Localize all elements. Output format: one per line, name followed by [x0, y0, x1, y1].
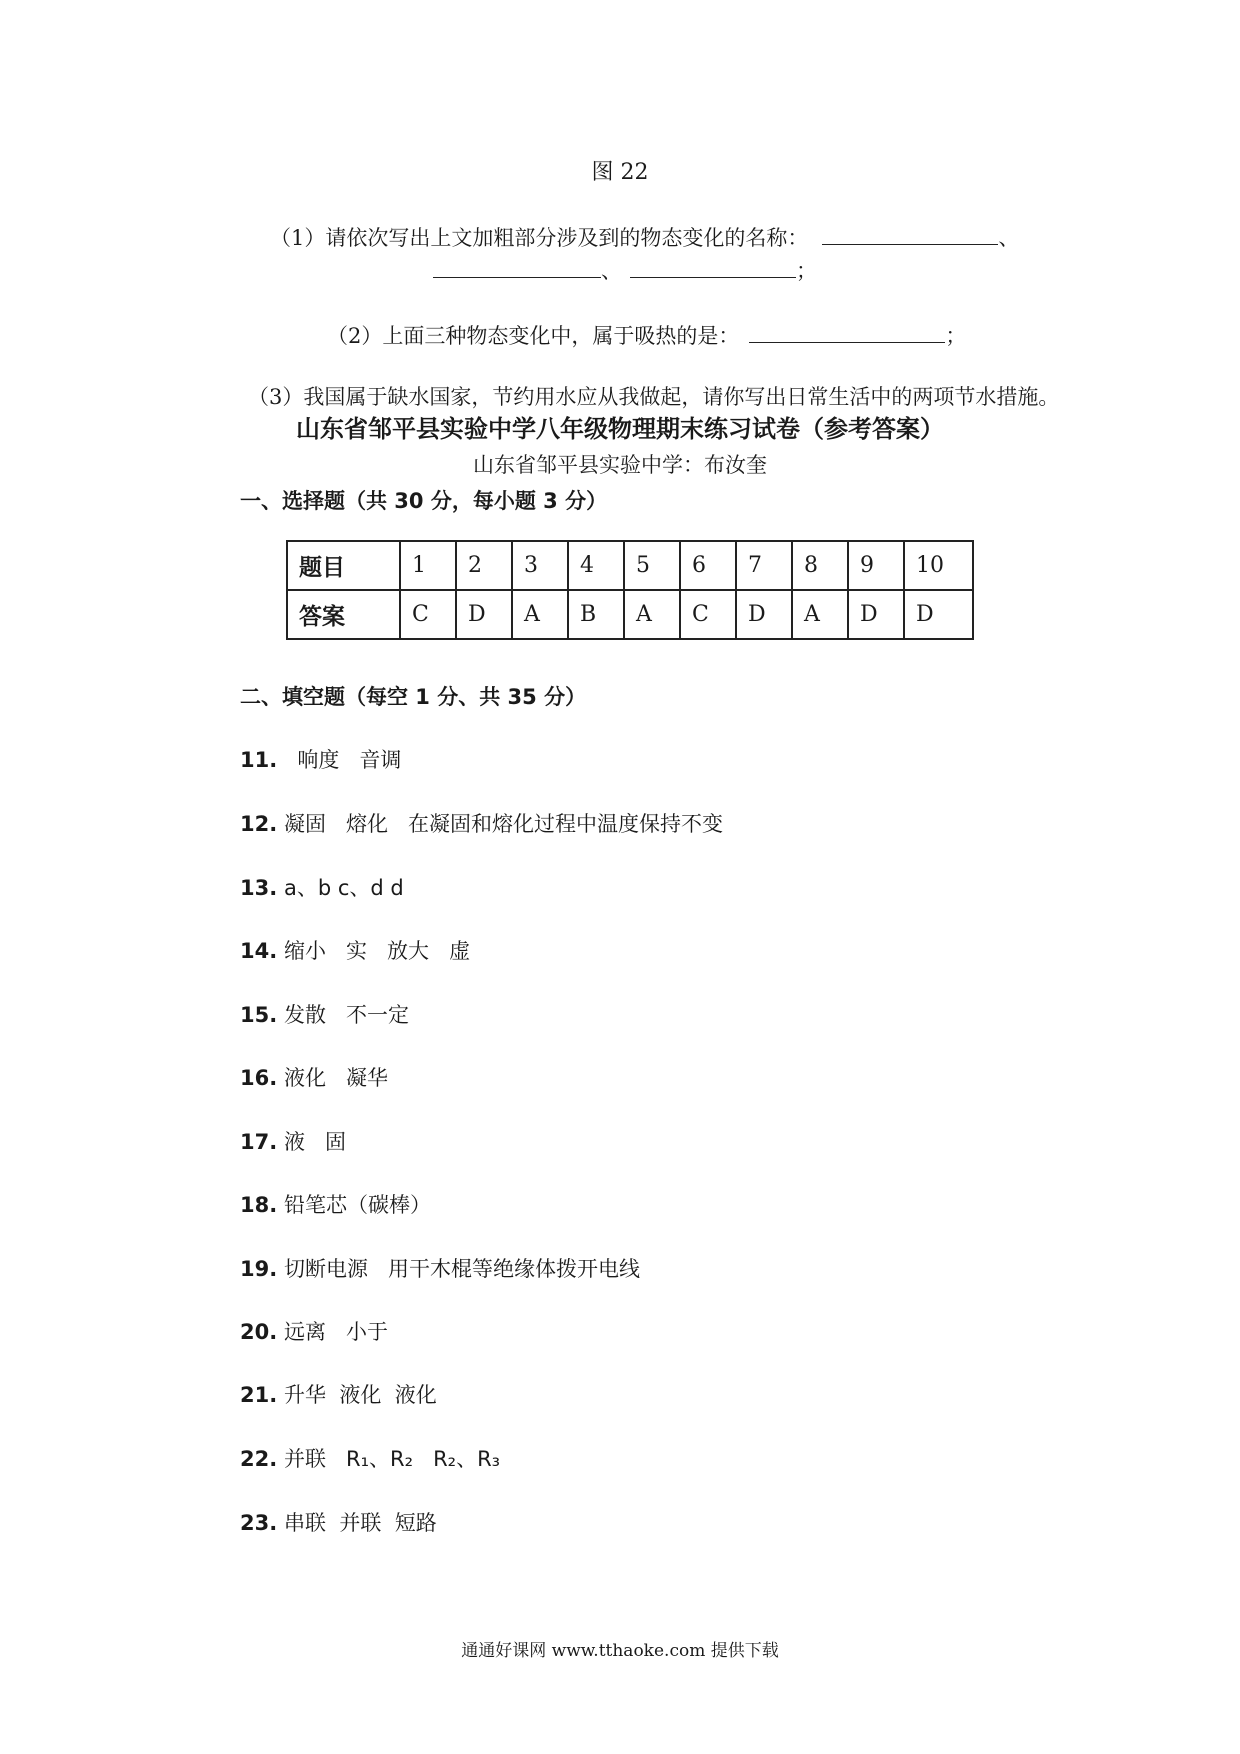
section-heading-fill: 二、填空题（每空 1 分、共 35 分）: [240, 685, 587, 709]
item-number: 17.: [240, 1130, 278, 1154]
table-cell: A: [792, 590, 848, 639]
answer-blank[interactable]: [433, 257, 601, 278]
table-header: 题目: [287, 541, 400, 590]
item-answer: 升华 液化 液化: [284, 1383, 437, 1407]
table-cell: B: [568, 590, 624, 639]
section-heading-choice: 一、选择题（共 30 分，每小题 3 分）: [240, 489, 608, 513]
list-item: [240, 808, 723, 838]
item-answer: 并联 R₁、R₂ R₂、R₃: [284, 1447, 501, 1471]
item-number: 22.: [240, 1447, 278, 1471]
list-item: [240, 872, 404, 902]
answer-blank[interactable]: [822, 224, 998, 245]
question-1: [270, 222, 1019, 252]
question-1-continued: [433, 255, 817, 285]
item-answer: 远离 小于: [284, 1320, 389, 1344]
item-number: 18.: [240, 1193, 278, 1217]
item-number: 19.: [240, 1257, 278, 1281]
list-item: [240, 1126, 346, 1156]
answer-blank[interactable]: [630, 257, 796, 278]
item-answer: 切断电源 用干木棍等绝缘体拨开电线: [284, 1257, 641, 1281]
table-cell: C: [400, 590, 456, 639]
answer-blank[interactable]: [749, 322, 945, 343]
list-item: [240, 1443, 500, 1473]
item-answer: a、b c、d d: [284, 876, 404, 900]
table-row: [287, 590, 973, 639]
item-answer: 缩小 实 放大 虚: [284, 939, 471, 963]
table-cell: D: [848, 590, 904, 639]
table-header: 答案: [287, 590, 400, 639]
list-item: [240, 1316, 388, 1346]
question-1-text: （1）请依次写出上文加粗部分涉及到的物态变化的名称：: [270, 226, 809, 250]
question-2-text: （2）上面三种物态变化中，属于吸热的是：: [327, 324, 740, 348]
item-number: 12.: [240, 812, 278, 836]
separator: 、: [601, 259, 622, 283]
question-3: （3）我国属于缺水国家，节约用水应从我做起，请你写出日常生活中的两项节水措施。: [248, 385, 1060, 409]
separator: 、: [998, 226, 1020, 250]
list-item: [240, 935, 470, 965]
table-cell: C: [680, 590, 736, 639]
item-number: 21.: [240, 1383, 278, 1407]
author-line: 山东省邹平县实验中学：布汝奎: [473, 453, 767, 477]
table-cell: D: [456, 590, 512, 639]
item-answer: 响度 音调: [284, 748, 402, 772]
table-cell: 6: [680, 541, 736, 590]
list-item: [240, 1189, 431, 1219]
item-answer: 发散 不一定: [284, 1003, 410, 1027]
table-cell: 10: [904, 541, 973, 590]
table-cell: D: [736, 590, 792, 639]
table-cell: 3: [512, 541, 568, 590]
table-cell: 9: [848, 541, 904, 590]
table-cell: 5: [624, 541, 680, 590]
separator: ；: [945, 324, 967, 348]
item-answer: 凝固 熔化 在凝固和熔化过程中温度保持不变: [284, 812, 724, 836]
item-number: 15.: [240, 1003, 278, 1027]
table-cell: 2: [456, 541, 512, 590]
list-item: [240, 1062, 388, 1092]
item-answer: 串联 并联 短路: [284, 1511, 437, 1535]
list-item: [240, 1379, 437, 1409]
table-cell: 4: [568, 541, 624, 590]
table-cell: 1: [400, 541, 456, 590]
question-2: [327, 320, 966, 350]
item-number: 20.: [240, 1320, 278, 1344]
item-number: 11.: [240, 748, 278, 772]
figure-caption: 图 22: [591, 160, 649, 185]
item-number: 13.: [240, 876, 278, 900]
item-number: 14.: [240, 939, 278, 963]
table-cell: A: [512, 590, 568, 639]
table-cell: 7: [736, 541, 792, 590]
item-number: 16.: [240, 1066, 278, 1090]
item-answer: 铅笔芯（碳棒）: [284, 1193, 431, 1217]
table-cell: D: [904, 590, 973, 639]
list-item: [240, 1507, 437, 1537]
item-number: 23.: [240, 1511, 278, 1535]
answer-table: [286, 540, 974, 640]
list-item: [240, 744, 401, 774]
page-title: 山东省邹平县实验中学八年级物理期末练习试卷（参考答案）: [296, 415, 944, 443]
footer-credit: 通通好课网 www.tthaoke.com 提供下载: [461, 1641, 779, 1661]
table-row: [287, 541, 973, 590]
item-answer: 液化 凝华: [284, 1066, 389, 1090]
table-cell: A: [624, 590, 680, 639]
list-item: [240, 1253, 640, 1283]
list-item: [240, 999, 409, 1029]
separator: ；: [796, 259, 817, 283]
item-answer: 液 固: [284, 1130, 347, 1154]
table-cell: 8: [792, 541, 848, 590]
